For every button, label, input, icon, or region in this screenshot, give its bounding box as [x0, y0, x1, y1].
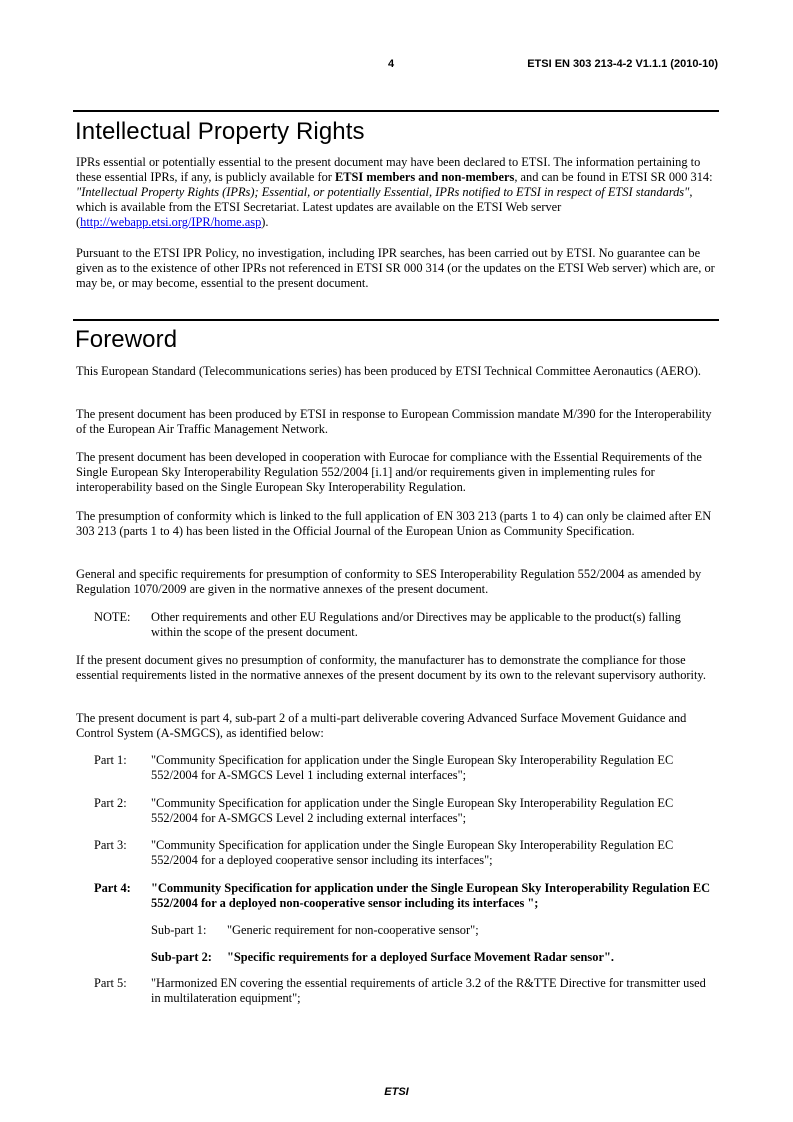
part-text: "Community Specification for application under the Single European Sky Interoperability Regulation EC 552/2004 for a deployed cooperative sensor including its interfaces"; [151, 838, 674, 867]
foreword-paragraph-1: This European Standard (Telecommunications series) has been produced by ETSI Technical Committee Aeronautics (AERO). [76, 364, 701, 378]
part-label: Part 5: [94, 976, 127, 990]
section-divider [73, 319, 719, 321]
ipr-heading: Intellectual Property Rights [75, 118, 365, 145]
part-text: "Harmonized EN covering the essential requirements of article 3.2 of the R&TTE Directive for transmitter used in multilateration equipment"; [151, 976, 706, 1005]
part-text: "Community Specification for application under the Single European Sky Interoperability Regulation EC 552/2004 for a deployed non-cooperative sensor including its interfaces "; [151, 881, 711, 910]
note-text: Other requirements and other EU Regulations and/or Directives may be applicable to the product(s) falling within the scope of the present document. [151, 610, 681, 639]
part-label: Part 1: [94, 753, 127, 767]
part-label: Part 3: [94, 838, 127, 852]
foreword-paragraph-2: The present document has been produced by ETSI in response to European Commission mandate M/390 for the Interoperability of the European Air Traffic Management Network. [76, 407, 712, 436]
ipr-link[interactable]: http://webapp.etsi.org/IPR/home.asp [80, 215, 262, 229]
ipr-paragraph-1: IPRs essential or potentially essential to the present document may have been declared to ETSI. The information pertaining to these essential IPRs, if any, is publicly available for ETSI members and non-members, and can be found in ETSI SR 000 314: "Intellectual Property Rights (IPRs); Essential, or potentially Essential, IPRs notified to ETSI in respect of ETSI standards", which is available from the ETSI Secretariat. Latest updates are available on the ETSI Web server (http://webapp.etsi.org/IPR/home.asp). [76, 155, 713, 229]
footer-etsi: ETSI [384, 1086, 409, 1098]
bold-text: ETSI members and non-members [335, 170, 515, 184]
foreword-paragraph-7: The present document is part 4, sub-part 2 of a multi-part deliverable covering Advanced Surface Movement Guidance and Control System (A-SMGCS), as identified below: [76, 711, 687, 740]
foreword-paragraph-3: The present document has been developed in cooperation with Eurocae for compliance with the Essential Requirements of the Single European Sky Interoperability Regulation 552/2004 [i.1] and/or requirements given in implementing rules for interoperability based on the Single European Sky Interoperability Regulation. [76, 450, 702, 494]
page-number: 4 [388, 58, 395, 70]
subpart-label: Sub-part 2: [151, 950, 212, 964]
part-label: Part 2: [94, 796, 127, 810]
part-label: Part 4: [94, 881, 131, 895]
foreword-paragraph-4: The presumption of conformity which is linked to the full application of EN 303 213 (parts 1 to 4) can only be claimed after EN 303 213 (parts 1 to 4) has been listed in the Official Journal of the European Union as Community Specification. [76, 509, 712, 538]
foreword-paragraph-6: If the present document gives no presumption of conformity, the manufacturer has to demonstrate the compliance for those essential requirements listed in the normative annexes of the present document by its own to the relevant supervisory authority. [76, 653, 706, 682]
part-text: "Community Specification for application under the Single European Sky Interoperability Regulation EC 552/2004 for A-SMGCS Level 1 including external interfaces"; [151, 753, 674, 782]
subpart-text: "Generic requirement for non-cooperative sensor"; [227, 923, 479, 937]
italic-reference: "Intellectual Property Rights (IPRs); Essential, or potentially Essential, IPRs notified to ETSI in respect of ETSI standards" [76, 185, 690, 199]
foreword-paragraph-5: General and specific requirements for presumption of conformity to SES Interoperability Regulation 552/2004 as amended by Regulation 1070/2009 are given in the normative annexes of the present document. [76, 567, 702, 596]
subpart-text: "Specific requirements for a deployed Surface Movement Radar sensor". [227, 950, 614, 964]
ipr-paragraph-2: Pursuant to the ETSI IPR Policy, no investigation, including IPR searches, has been carried out by ETSI. No guarantee can be given as to the existence of other IPRs not referenced in ETSI SR 000 314 (or the updates on the ETSI Web server) which are, or may be, or may become, essential to the present document. [76, 246, 715, 290]
document-reference: ETSI EN 303 213-4-2 V1.1.1 (2010-10) [527, 58, 718, 70]
subpart-label: Sub-part 1: [151, 923, 207, 937]
section-divider [73, 110, 719, 112]
foreword-heading: Foreword [75, 326, 178, 353]
note-label: NOTE: [94, 610, 131, 624]
part-text: "Community Specification for application under the Single European Sky Interoperability Regulation EC 552/2004 for A-SMGCS Level 2 including external interfaces"; [151, 796, 674, 825]
